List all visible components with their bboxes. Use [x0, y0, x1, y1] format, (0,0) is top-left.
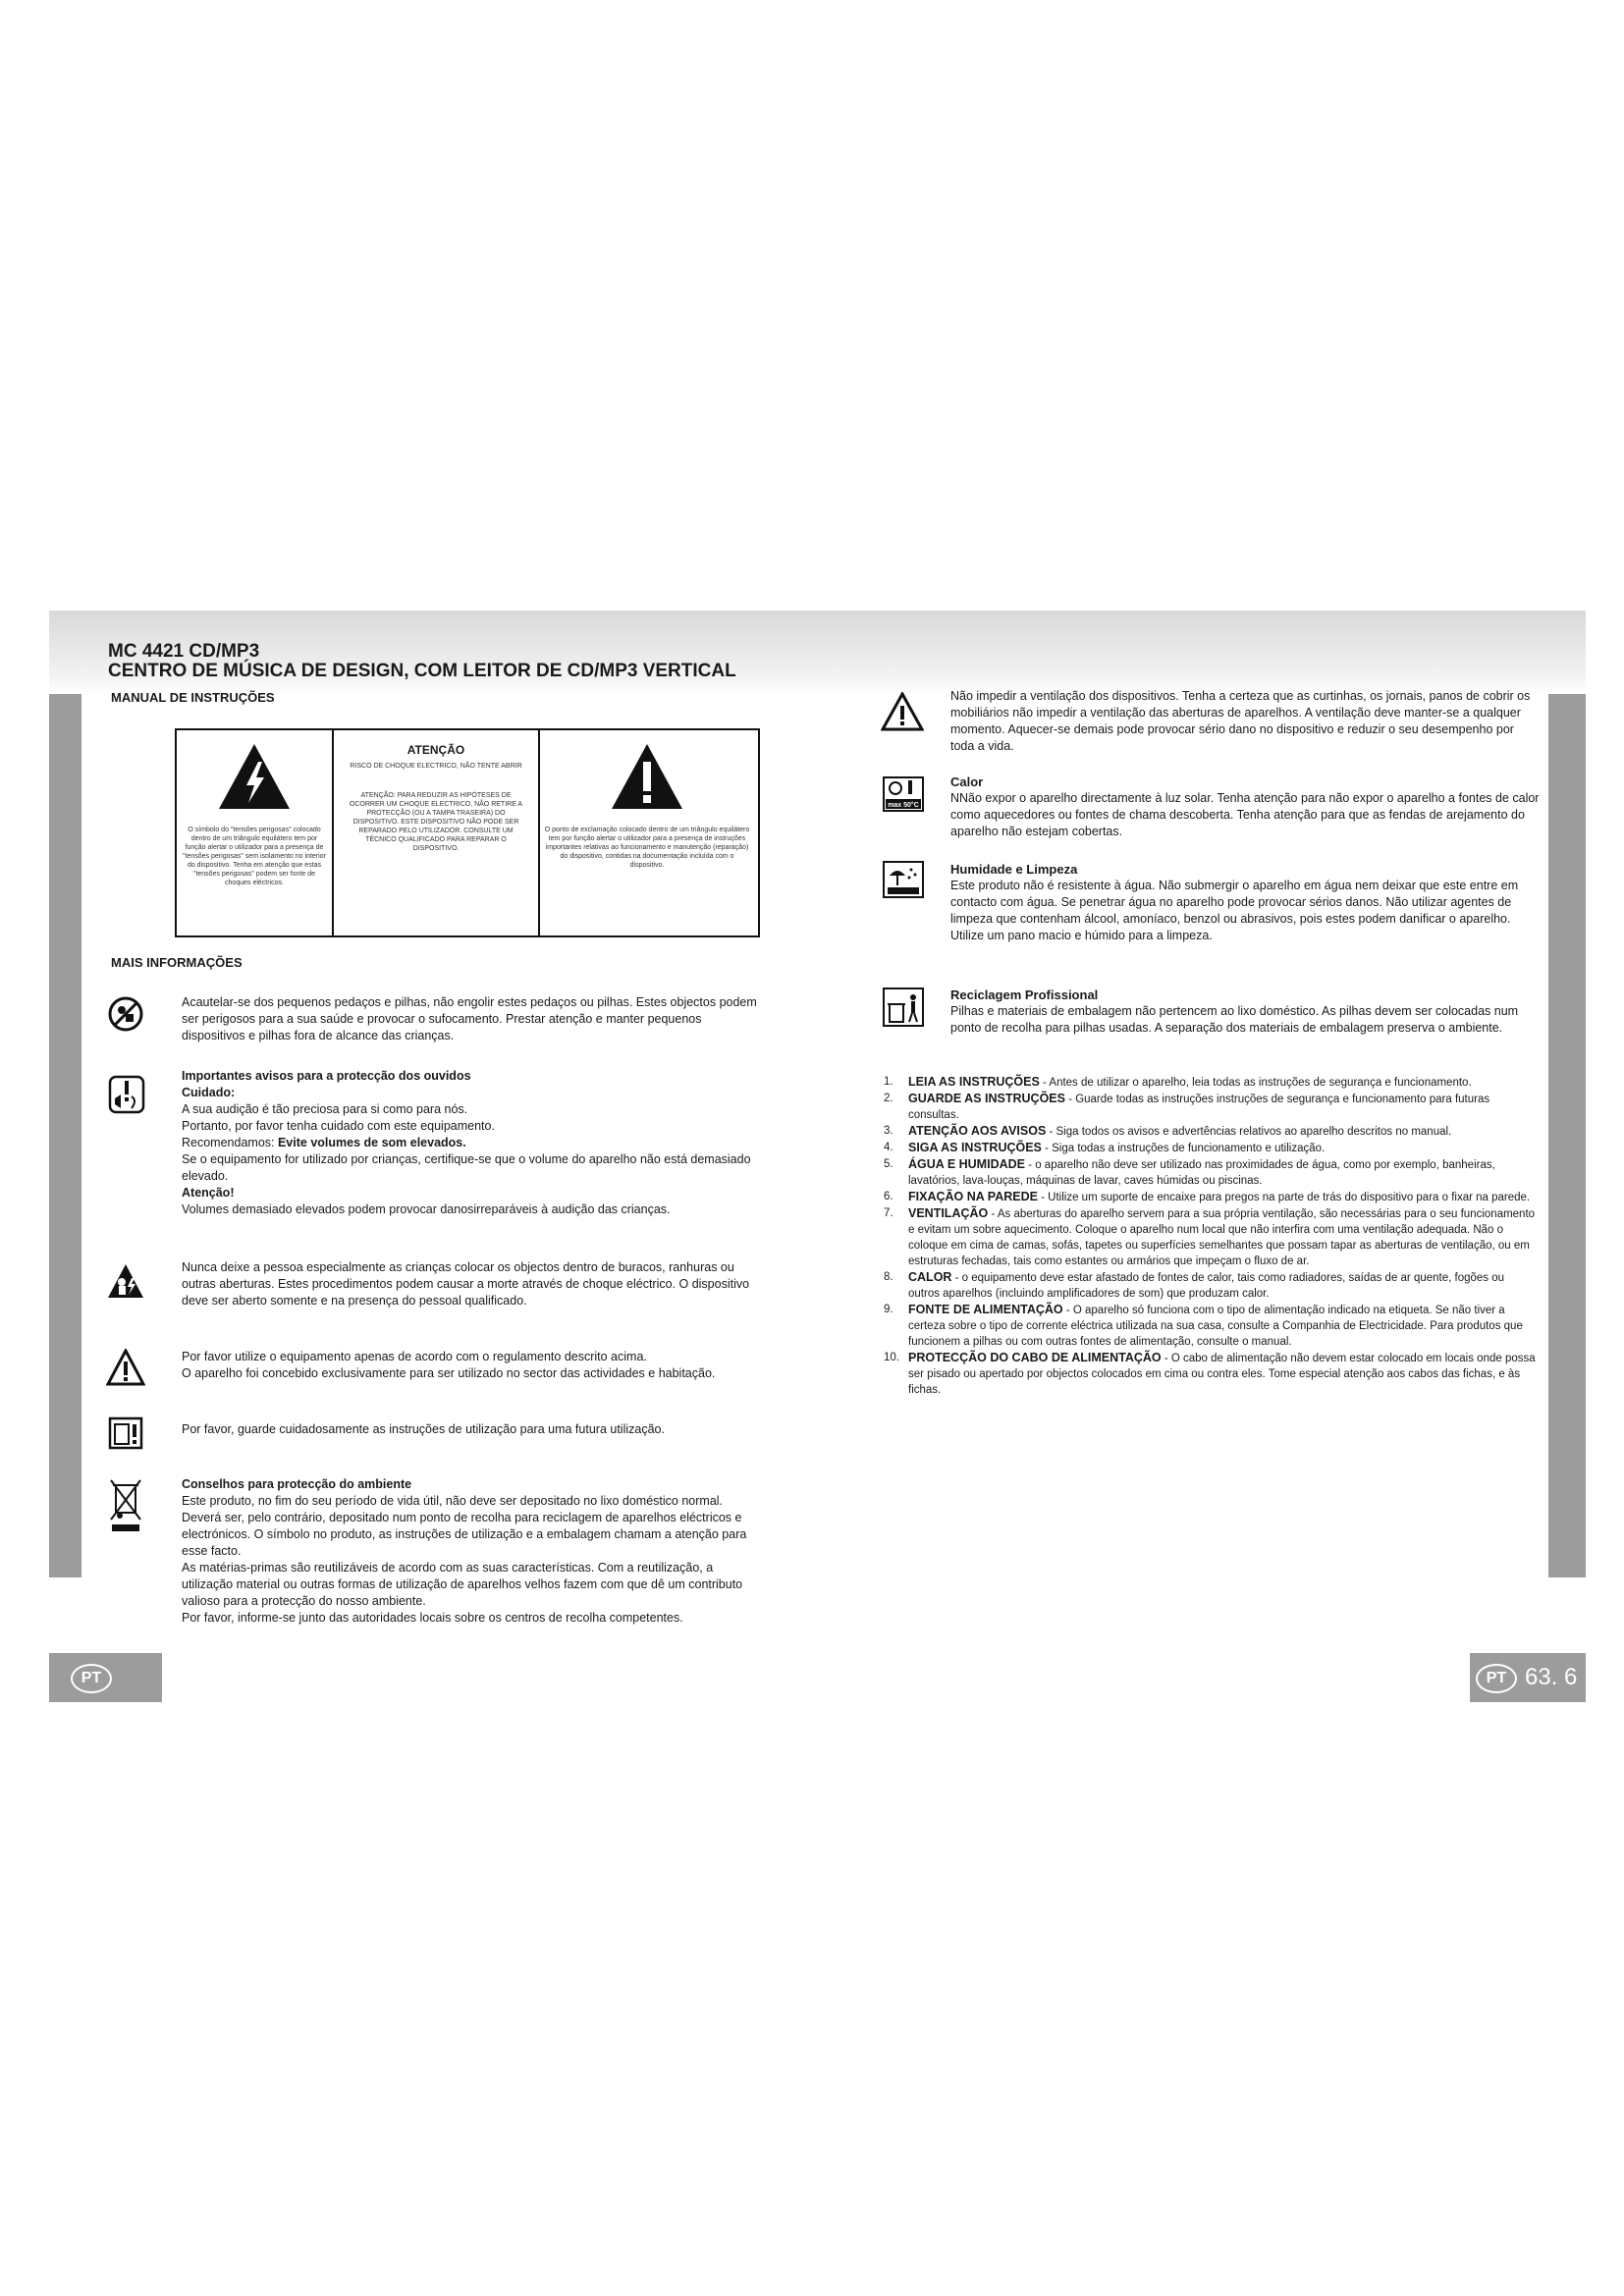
rule-number: 10.	[884, 1352, 899, 1363]
rule-title: FIXAÇÃO NA PAREDE	[908, 1190, 1038, 1203]
usage-block	[182, 1349, 761, 1382]
warning-cell-center	[334, 730, 540, 935]
usage-line-2: O aparelho foi concebido exclusivamente para ser utilizado no sector das actividades e habitação.	[182, 1366, 716, 1380]
small-parts-text: Acautelar-se dos pequenos pedaços e pilhas, não engolir estes pedaços ou pilhas. Estes objectos podem ser perigosos para a sua saúde e provocar o sufocamento. Prestar atenção e manter pequenos dispositivos e pilhas fora de alcance das crianças.	[182, 995, 757, 1042]
manual-heading: MANUAL DE INSTRUÇÕES	[111, 690, 275, 705]
rule-number: 4.	[884, 1142, 893, 1153]
rule-number: 9.	[884, 1304, 893, 1315]
rule-title: SIGA AS INSTRUÇÕES	[908, 1141, 1042, 1154]
lightning-triangle-icon	[217, 742, 292, 811]
heat-text: NNão expor o aparelho directamente à luz solar. Tenha atenção para não expor o aparelho a fontes de calor como aquecedores ou fontes de chama descoberta. Tenha atenção para que as fendas de arejamento do aparelho não estejam cobertas.	[950, 791, 1540, 838]
product-title: CENTRO DE MÚSICA DE DESIGN, COM LEITOR DE CD/MP3 VERTICAL	[108, 661, 736, 681]
rule-title: ÁGUA E HUMIDADE	[908, 1157, 1025, 1171]
environment-text-1: Este produto, no fim do seu período de vida útil, não deve ser depositado no lixo doméstico normal. Deverá ser, pelo contrário, depositado num ponto de recolha para reciclagem de aparelhos eléctricos e electrónicos. O símbolo no produto, as instruções de utilização e a embalagem chamam a atenção para esse facto.	[182, 1494, 747, 1558]
hearing-recommend-label: Recomendamos:	[182, 1136, 278, 1149]
rule-number: 8.	[884, 1271, 893, 1283]
header-band	[49, 611, 1586, 694]
exclamation-explanation: O ponto de exclamação colocado dentro de um triângulo equilátero tem por função alertar o utilizador para a presença de instruções importantes relativas ao funcionamento e manutenção (reparação) do dispositivo, contidas na documentação incluída com o dispositivo.	[544, 827, 750, 869]
rule-title: LEIA AS INSTRUÇÕES	[908, 1075, 1040, 1089]
rule-text: - Guarde todas as instruções instruções de segurança e funcionamento para futuras consultas.	[908, 1094, 1490, 1121]
caution-triangle-icon	[106, 1349, 145, 1386]
heat-block	[950, 774, 1540, 840]
rule-item	[884, 1350, 1537, 1398]
rule-item	[884, 1140, 1537, 1156]
rule-text: - O aparelho só funciona com o tipo de alimentação indicado na etiqueta. Se não tiver a certeza sobre o tipo de corrente eléctrica utilizada na sua casa, consulte a Companhia de Electricidade. Para produtos que funcionem a pilhas ou com outras fontes de alimentação, consulte o manual.	[908, 1305, 1523, 1348]
ventilation-warning-icon	[881, 692, 924, 731]
footer-left	[49, 1653, 162, 1702]
warning-cell-voltage	[177, 730, 334, 935]
rule-title: GUARDE AS INSTRUÇÕES	[908, 1092, 1065, 1105]
safety-rules-list	[884, 1074, 1537, 1398]
small-parts-warning-icon	[108, 996, 143, 1032]
heat-icon	[882, 775, 925, 813]
environment-block	[182, 1476, 761, 1627]
rule-item	[884, 1205, 1537, 1269]
rule-item	[884, 1091, 1537, 1123]
hearing-line-4: Se o equipamento for utilizado por crianças, certifique-se que o volume do aparelho não está demasiado elevado.	[182, 1152, 751, 1183]
hearing-protection-icon	[108, 1075, 145, 1114]
warning-shock-text: RISCO DE CHOQUE ELECTRICO, NÃO TENTE ABRIR	[350, 763, 522, 770]
rule-text: - Utilize um suporte de encaixe para pregos na parte de trás do dispositivo para o fixar na parede.	[1037, 1192, 1531, 1203]
rule-text: - Siga todas a instruções de funcionamento e utilização.	[1041, 1143, 1326, 1154]
hearing-line-5: Volumes demasiado elevados podem provocar danosirreparáveis à audição das crianças.	[182, 1202, 671, 1216]
left-side-bar	[49, 694, 81, 1577]
recycling-text: Pilhas e materiais de embalagem não pertencem ao lixo doméstico. As pilhas devem ser colocadas num ponto de recolha para pilhas usadas. A separação dos materiais de embalagem preserva o ambiente.	[950, 1004, 1519, 1035]
warning-title: ATENÇÃO	[406, 743, 465, 757]
rule-number: 5.	[884, 1158, 893, 1170]
child-shock-warning-icon	[106, 1262, 145, 1300]
rule-number: 2.	[884, 1093, 893, 1104]
language-badge-right: PT	[1476, 1664, 1517, 1693]
usage-line-1: Por favor utilize o equipamento apenas de acordo com o regulamento descrito acima.	[182, 1350, 647, 1363]
recycling-bin-icon	[882, 987, 925, 1028]
language-badge-left: PT	[71, 1664, 112, 1693]
humidity-icon	[882, 860, 925, 899]
hearing-caution: Cuidado:	[182, 1086, 236, 1099]
rule-number: 3.	[884, 1125, 893, 1137]
recycling-title: Reciclagem Profissional	[950, 988, 1099, 1002]
environment-text-3: Por favor, informe-se junto das autoridades locais sobre os centros de recolha competentes.	[182, 1611, 683, 1625]
environment-text-2: As matérias-primas são reutilizáveis de acordo com as suas características. Com a reutilização, a utilização material ou outras formas de utilização de aparelhos velhos fazem com que dê um contributo valioso para a protecção do nosso ambiente.	[182, 1561, 743, 1608]
rule-title: VENTILAÇÃO	[908, 1206, 989, 1220]
hearing-line-3	[182, 1135, 761, 1151]
warning-reduce-text: ATENÇÃO: PARA REDUZIR AS HIPÓTESES DE OCORRER UM CHOQUE ELECTRICO, NÃO RETIRE A PROTECÇÃO (OU A TAMPA TRASEIRA) DO DISPOSITIVO. ESTE DISPOSITIVO NÃO PODE SER REPARADO PELO UTILIZADOR. CONSULTE UM TÉCNICO QUALIFICADO PARA REPARAR O DISPOSITIVO.	[349, 792, 523, 852]
warning-box	[175, 728, 760, 937]
environment-title: Conselhos para protecção do ambiente	[182, 1477, 412, 1491]
hearing-line-1: A sua audição é tão preciosa para si como para nós.	[182, 1102, 468, 1116]
humidity-block	[950, 861, 1540, 944]
exclamation-triangle-icon	[610, 742, 684, 811]
heat-icon-label: max 50°C	[888, 802, 919, 809]
recycling-block	[950, 987, 1540, 1037]
rule-item	[884, 1269, 1537, 1302]
rule-number: 1.	[884, 1076, 893, 1088]
rule-number: 6.	[884, 1191, 893, 1202]
rule-item	[884, 1074, 1537, 1091]
rule-title: PROTECÇÃO DO CABO DE ALIMENTAÇÃO	[908, 1351, 1162, 1364]
hearing-recommend-bold: Evite volumes de som elevados.	[277, 1136, 466, 1149]
warning-cell-exclamation	[540, 730, 754, 935]
rule-text: - o aparelho não deve ser utilizado nas proximidades de água, como por exemplo, banheiras, lavatórios, lava-louças, máquinas de lavar, caves húmidas ou piscinas.	[908, 1159, 1495, 1187]
rule-item	[884, 1156, 1537, 1189]
manual-spread	[49, 611, 1586, 1702]
rule-number: 7.	[884, 1207, 893, 1219]
rule-text: - As aberturas do aparelho servem para a sua própria ventilação, são necessárias para o seu funcionamento e evitam um sobre aquecimento. Coloque o aparelho num local que não interfira com uma ventilação adequada. Não o coloque em cima de camas, sofás, tapetes ou superfícies semelhantes que possam tapar as aberturas de ventilação, ou em estruturas fechadas, tais como estantes ou armários que impeçam o fluxo de ar.	[908, 1208, 1536, 1267]
hearing-line-2: Portanto, por favor tenha cuidado com este equipamento.	[182, 1119, 495, 1133]
rule-item	[884, 1189, 1537, 1205]
right-side-bar	[1548, 694, 1586, 1577]
humidity-title: Humidade e Limpeza	[950, 862, 1078, 877]
ventilation-text: Não impedir a ventilação dos dispositivos. Tenha a certeza que as curtinhas, os jornais, panos de cobrir os mobiliários não impedir a ventilação das aberturas de aparelhos. A ventilação deve manter-se a qualquer momento. Aquecer-se demais pode provocar sério dano no dispositivo e reduzir o seu desempenho por toda a vida.	[950, 689, 1531, 753]
humidity-text: Este produto não é resistente à água. Não submergir o aparelho em água nem deixar que este entre em contacto com água. Se penetrar água no aparelho pode provocar sérios danos. Não utilizar agentes de limpeza que contenham álcool, amoníaco, benzol ou abrasivos, pois estes podem danificar o aparelho. Utilize um pano macio e húmido para a limpeza.	[950, 879, 1519, 942]
rule-text: - o equipamento deve estar afastado de fontes de calor, tais como radiadores, saídas de ar quente, fogões ou outros aparelhos (incluindo amplificadores de som) que produzam calor.	[908, 1272, 1505, 1300]
weee-bin-icon	[108, 1477, 143, 1532]
rule-text: - Siga todos os avisos e advertências relativos ao aparelho descritos no manual.	[1046, 1126, 1452, 1138]
rule-item	[884, 1302, 1537, 1350]
rule-title: FONTE DE ALIMENTAÇÃO	[908, 1303, 1063, 1316]
rule-text: - Antes de utilizar o aparelho, leia todas as instruções de segurança e funcionamento.	[1039, 1077, 1472, 1089]
voltage-explanation: O símbolo do "tensões perigosas" colocado dentro de um triângulo equilátero tem por função alertar o utilizador para a presença de "tensões perigosas" sem isolamento no interior do dispositivo. Tenha em atenção que estas "tensões perigosas" podem ser fonte de choques eléctricos.	[183, 827, 326, 886]
manual-book-icon	[108, 1416, 143, 1450]
more-info-heading: MAIS INFORMAÇÕES	[111, 955, 243, 970]
keep-manual-text: Por favor, guarde cuidadosamente as instruções de utilização para uma futura utilização.	[182, 1422, 665, 1436]
page-number: 63. 6	[1525, 1664, 1578, 1690]
rule-title: ATENÇÃO AOS AVISOS	[908, 1124, 1047, 1138]
rule-item	[884, 1123, 1537, 1140]
children-warning-text: Nunca deixe a pessoa especialmente as crianças colocar os objectos dentro de buracos, ranhuras ou outras aberturas. Estes procedimentos podem causar a morte através de choque eléctrico. O dispositivo deve ser aberto somente e na presença do pessoal qualificado.	[182, 1260, 750, 1308]
hearing-title: Importantes avisos para a protecção dos ouvidos	[182, 1069, 471, 1083]
heat-title: Calor	[950, 774, 984, 789]
model-title: MC 4421 CD/MP3	[108, 641, 260, 662]
hearing-attention: Atenção!	[182, 1186, 235, 1200]
rule-title: CALOR	[908, 1270, 952, 1284]
hearing-block	[182, 1068, 761, 1218]
rule-text: - O cabo de alimentação não devem estar colocado em locais onde possa ser pisado ou apertado por objectos colocados em cima ou contra eles. Tome especial atenção aos cabos das fichas, e às fichas.	[908, 1353, 1536, 1396]
footer-right	[1470, 1653, 1586, 1702]
